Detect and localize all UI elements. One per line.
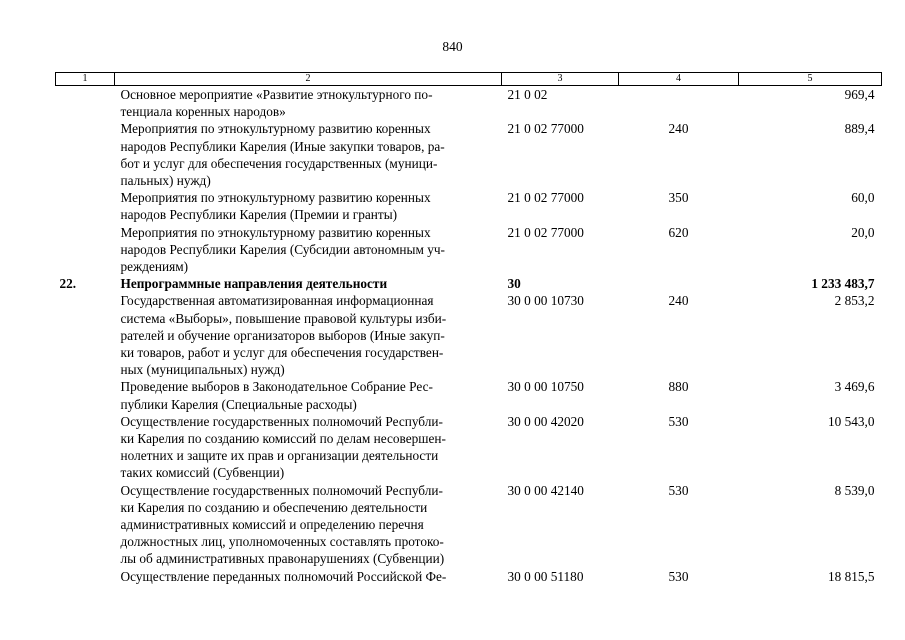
row-target-code: 21 0 02 <box>507 87 548 102</box>
row-description <box>115 378 502 412</box>
row-number <box>56 482 115 568</box>
column-header-2: 2 <box>115 73 502 86</box>
table-row <box>56 292 882 378</box>
row-number: 22. <box>59 276 77 292</box>
row-number <box>56 292 115 378</box>
description-line: Мероприятия по этнокультурному развитию коренных <box>120 224 431 240</box>
description-line: публики Карелия (Специальные расходы) <box>120 396 357 412</box>
table-row <box>56 568 882 585</box>
table-row <box>56 189 882 223</box>
description-line: лы об административных правонарушениях (Субвенции) <box>120 551 445 567</box>
row-number <box>56 224 115 276</box>
row-target-code: 30 0 00 42140 <box>507 482 584 498</box>
row-expense-type: 620 <box>668 224 689 240</box>
row-description <box>115 275 502 292</box>
row-target-code: 21 0 02 77000 <box>507 190 584 206</box>
row-expense-type: 530 <box>668 482 689 498</box>
row-expense-type: 240 <box>668 293 689 309</box>
column-header-1: 1 <box>56 73 115 86</box>
row-target-code: 30 <box>507 276 521 292</box>
row-amount: 1 233 483,7 <box>811 276 875 292</box>
row-amount: 60,0 <box>851 190 875 206</box>
table-body <box>56 86 882 585</box>
description-line: административных комиссий и определению перечня <box>120 517 424 533</box>
page-number: 840 <box>442 39 463 54</box>
row-target-code: 30 0 00 51180 <box>507 568 584 584</box>
description-line: Мероприятия по этнокультурному развитию коренных <box>120 190 431 206</box>
column-number-row <box>56 73 882 86</box>
description-line: Основное мероприятие «Развитие этнокультурного по- <box>120 87 433 102</box>
table-row <box>56 413 882 482</box>
description-line: ки Карелия по созданию и обеспечению деятельности <box>120 499 428 515</box>
row-expense-type: 530 <box>668 413 689 429</box>
row-expense-type <box>619 86 739 121</box>
description-line: Государственная автоматизированная информационная <box>120 293 434 309</box>
row-description <box>115 482 502 568</box>
row-target-code: 21 0 02 77000 <box>507 121 584 137</box>
row-number <box>56 86 115 121</box>
description-line: народов Республики Карелия (Иные закупки товаров, ра- <box>120 138 445 154</box>
description-line: система «Выборы», повышение правовой культуры изби- <box>120 310 447 326</box>
row-expense-type: 240 <box>668 121 689 137</box>
row-description <box>115 568 502 585</box>
row-target-code: 30 0 00 42020 <box>507 413 584 429</box>
row-target-code: 30 0 00 10750 <box>507 379 584 395</box>
description-line: реждениям) <box>120 259 189 275</box>
row-number <box>56 568 115 585</box>
table-row <box>56 86 882 121</box>
row-number <box>56 120 115 189</box>
budget-table <box>55 72 882 585</box>
table-row <box>56 120 882 189</box>
description-line: пальных) нужд) <box>120 173 211 189</box>
table-row <box>56 482 882 568</box>
column-header-5: 5 <box>739 73 882 86</box>
description-line: народов Республики Карелия (Премии и гранты) <box>120 207 398 223</box>
row-amount: 3 469,6 <box>834 379 875 395</box>
description-line: Осуществление переданных полномочий Российской Фе- <box>120 568 447 584</box>
row-expense-type: 880 <box>668 379 689 395</box>
description-line: должностных лиц, уполномоченных составлять протоко- <box>120 534 444 550</box>
description-line: ки Карелия по созданию комиссий по делам несовершен- <box>120 431 446 447</box>
row-number <box>56 189 115 223</box>
row-expense-type <box>619 275 739 292</box>
row-description <box>115 86 502 121</box>
description-line: тенциала коренных народов» <box>120 104 286 120</box>
row-amount: 18 815,5 <box>827 568 875 584</box>
row-amount: 2 853,2 <box>834 293 875 309</box>
row-number <box>56 413 115 482</box>
row-number <box>56 378 115 412</box>
description-line: Осуществление государственных полномочий Республи- <box>120 482 443 498</box>
description-line: Осуществление государственных полномочий Республи- <box>120 413 443 429</box>
row-description <box>115 189 502 223</box>
table-row <box>56 378 882 412</box>
description-line: народов Республики Карелия (Субсидии автономным уч- <box>120 241 445 257</box>
row-amount: 20,0 <box>851 224 875 240</box>
table-row <box>56 275 882 292</box>
column-header-4: 4 <box>619 73 739 86</box>
table-row <box>56 224 882 276</box>
table-header <box>56 73 882 86</box>
row-description <box>115 413 502 482</box>
description-line: таких комиссий (Субвенции) <box>120 465 285 481</box>
row-expense-type: 530 <box>668 568 689 584</box>
row-description <box>115 224 502 276</box>
description-line: Непрограммные направления деятельности <box>120 276 388 292</box>
description-line: бот и услуг для обеспечения государственных (муници- <box>120 155 438 171</box>
row-amount: 8 539,0 <box>834 482 875 498</box>
row-amount: 889,4 <box>844 121 875 137</box>
description-line: рателей и обучение организаторов выборов (Иные закуп- <box>120 327 445 343</box>
row-amount: 969,4 <box>844 87 875 102</box>
description-line: нолетних и защите их прав и организации деятельности <box>120 448 439 464</box>
description-line: ных (муниципальных) нужд) <box>120 362 285 378</box>
row-amount: 10 543,0 <box>827 413 875 429</box>
row-description <box>115 120 502 189</box>
row-expense-type: 350 <box>668 190 689 206</box>
description-line: ки товаров, работ и услуг для обеспечения государствен- <box>120 345 444 361</box>
row-target-code: 21 0 02 77000 <box>507 224 584 240</box>
description-line: Проведение выборов в Законодательное Собрание Рес- <box>120 379 433 395</box>
description-line: Мероприятия по этнокультурному развитию коренных <box>120 121 431 137</box>
row-description <box>115 292 502 378</box>
column-header-3: 3 <box>502 73 619 86</box>
row-target-code: 30 0 00 10730 <box>507 293 584 309</box>
